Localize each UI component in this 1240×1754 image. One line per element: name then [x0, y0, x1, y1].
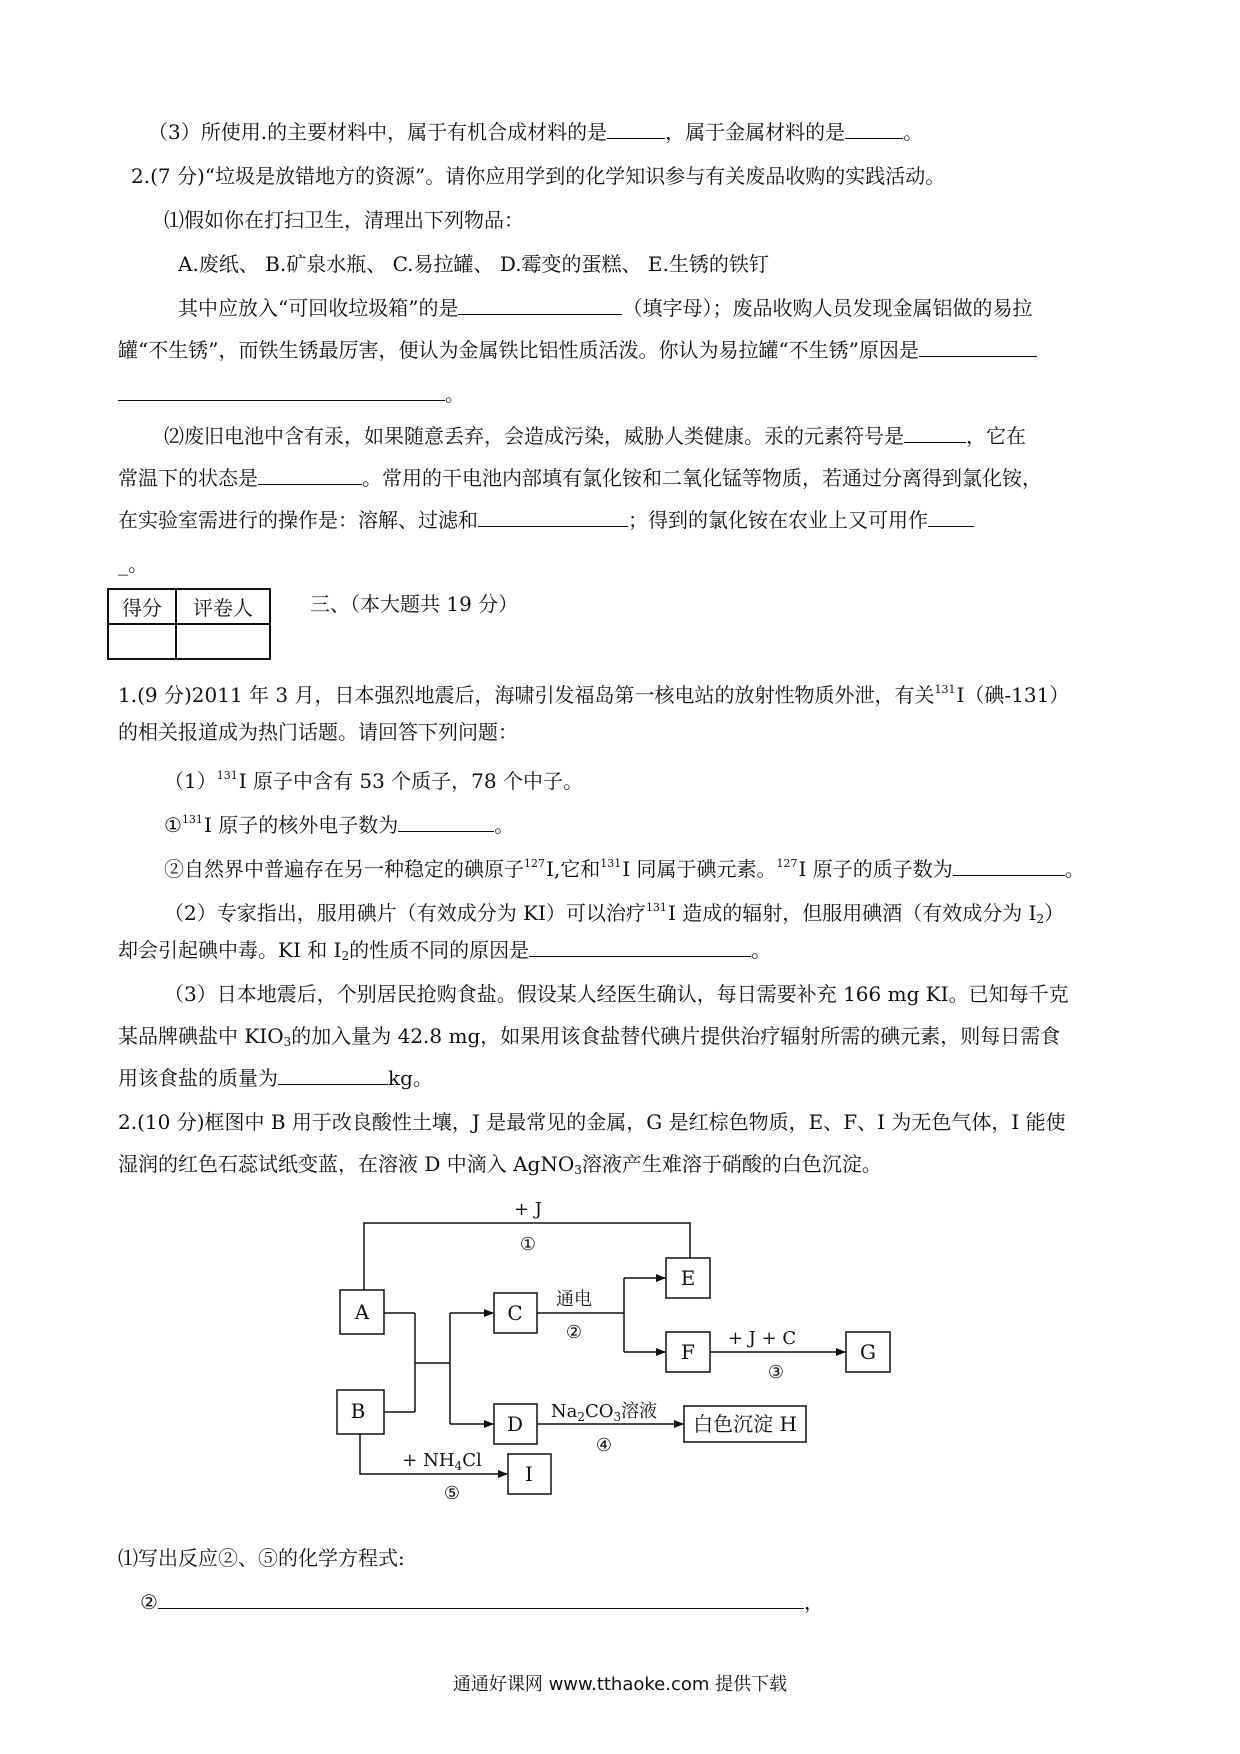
reaction-1-number: ① [519, 1234, 537, 1255]
question-text: 常温下的状态是 。常用的干电池内部填有氯化铵和二氧化锰等物质，若通过分离得到氯化铵， [118, 466, 1042, 490]
answer-blank[interactable] [607, 118, 665, 139]
node-d-label: D [506, 1412, 524, 1436]
answer-blank[interactable] [928, 506, 974, 527]
answer-blank[interactable] [529, 936, 751, 957]
question-text: $(1)^{131}I$ 原子中含有 53 个质子，78 个中子。 [164, 769, 583, 793]
question-text: 用该食盐的质量为 kg。 [118, 1066, 433, 1090]
question-text: ⑴写出反应②、⑤的化学方程式: [118, 1546, 405, 1570]
answer-blank[interactable] [258, 464, 362, 485]
question-header: 2.(7 分)“垃圾是放错地方的资源”。请你应用学到的化学知识参与有关废品收购的实践活动。 [131, 164, 946, 188]
question-text: 的相关报道成为热门话题。请回答下列问题： [118, 720, 518, 744]
question-text: 。 [118, 380, 465, 408]
grader-cell[interactable] [176, 624, 270, 659]
score-table [107, 588, 271, 660]
question-text: ⑵废旧电池中含有汞，如果随意丢弃，会造成污染，威胁人类健康。汞的元素符号是 ，它在 [164, 424, 1026, 448]
reaction-5-reagent: + $NH_4Cl$ [402, 1450, 482, 1473]
node-i-label: I [525, 1462, 533, 1486]
question-text: 却会引起碘中毒。KI 和 $I_2$的性质不同的原因是 。 [118, 938, 772, 963]
question-text: 1.(9 分)2011 年 3 月，日本强烈地震后，海啸引发福岛第一核电站的放射性物质外泄，有关$^{131}$I（碘-131） [118, 683, 1070, 707]
answer-blank[interactable] [478, 506, 628, 527]
question-text: 某品牌碘盐中 $KIO_3$的加入量为 42.8 mg，如果用该食盐替代碘片提供治疗辐射所需的碘元素，则每日需食 [118, 1024, 1061, 1049]
grader-header: 评卷人 [176, 589, 270, 624]
reaction-diagram [0, 1190, 1240, 1510]
q3-line: （3）所使用.的主要材料中，属于有机合成材料的是 ，属于金属材料的是 。 [148, 120, 924, 144]
answer-blank[interactable] [458, 294, 622, 315]
node-b-label: B [350, 1399, 366, 1423]
reaction-5-number: ⑤ [443, 1483, 461, 1504]
question-text: （2）专家指出，服用碘片（有效成分为 KI）可以治疗$^{131}$I 造成的辐射，但服用碘酒（有效成分为 $I_2$） [164, 901, 1065, 926]
node-c-label: C [507, 1301, 523, 1325]
node-h-label: 白色沉淀 H [693, 1412, 797, 1436]
reaction-3-reagent: + J + C [727, 1328, 797, 1349]
reaction-4-number: ④ [595, 1435, 613, 1456]
question-text: 湿润的红色石蕊试纸变蓝，在溶液 D 中滴入 AgNO$_3$溶液产生难溶于硝酸的白色沉淀。 [118, 1152, 882, 1177]
question-text: ⑴假如你在打扫卫生，清理出下列物品： [164, 208, 524, 232]
item-list: A.废纸、 B.矿泉水瓶、 C.易拉罐、 D.霉变的蛋糕、 E.生锈的铁钉 [178, 252, 769, 276]
reaction-2-number: ② [565, 1322, 583, 1343]
question-text: 2.(10 分)框图中 B 用于改良酸性土壤，J 是最常见的金属，G 是红棕色物质，E、F、I 为无色气体，I 能使 [118, 1110, 1066, 1134]
question-text: 罐“不生锈”，而铁生锈最厉害，便认为金属铁比铝性质活泼。你认为易拉罐“不生锈”原因是 [118, 336, 1037, 364]
reaction-2-condition: 通电 [556, 1289, 592, 1310]
question-text: （3）日本地震后，个别居民抢购食盐。假设某人经医生确认，每日需要补充 166 mg KI。已知每千克 [164, 982, 1069, 1006]
node-e-label: E [680, 1266, 696, 1290]
page-footer: 通通好课网 www.tthaoke.com 提供下载 [452, 1674, 788, 1695]
answer-blank[interactable] [904, 422, 966, 443]
node-f-label: F [681, 1340, 695, 1364]
score-cell[interactable] [108, 624, 176, 659]
node-g-label: G [860, 1340, 876, 1364]
node-a-label: A [354, 1300, 370, 1324]
section-title: 三、（本大题共 19 分） [310, 592, 519, 616]
score-header: 得分 [108, 589, 176, 624]
question-text: ①$^{131}$I 原子的核外电子数为 。 [164, 813, 515, 837]
answer-blank[interactable] [953, 855, 1065, 876]
answer-blank[interactable] [919, 336, 1037, 357]
question-text: 在实验室需进行的操作是：溶解、过滤和 ；得到的氯化铵在农业上又可用作 [118, 506, 974, 534]
answer-blank[interactable] [398, 811, 494, 832]
reaction-1-reagent: + J [513, 1199, 543, 1220]
reaction-4-reagent: $Na_2CO_3$溶液 [550, 1401, 658, 1424]
question-text: 其中应放入“可回收垃圾箱”的是 （填字母）；废品收购人员发现金属铝做的易拉 [178, 296, 1033, 320]
answer-line: ② ， [140, 1590, 824, 1614]
answer-blank[interactable] [845, 118, 903, 139]
answer-blank[interactable] [158, 1588, 804, 1609]
reaction-3-number: ③ [767, 1362, 785, 1383]
question-text: _。 [118, 552, 148, 576]
answer-blank[interactable] [118, 380, 445, 401]
answer-blank[interactable] [278, 1064, 388, 1085]
question-text: ②自然界中普遍存在另一种稳定的碘原子$^{127}$I,它和$^{131}$I 同属于碘元素。$^{127}$I 原子的质子数为 。 [164, 857, 1085, 881]
